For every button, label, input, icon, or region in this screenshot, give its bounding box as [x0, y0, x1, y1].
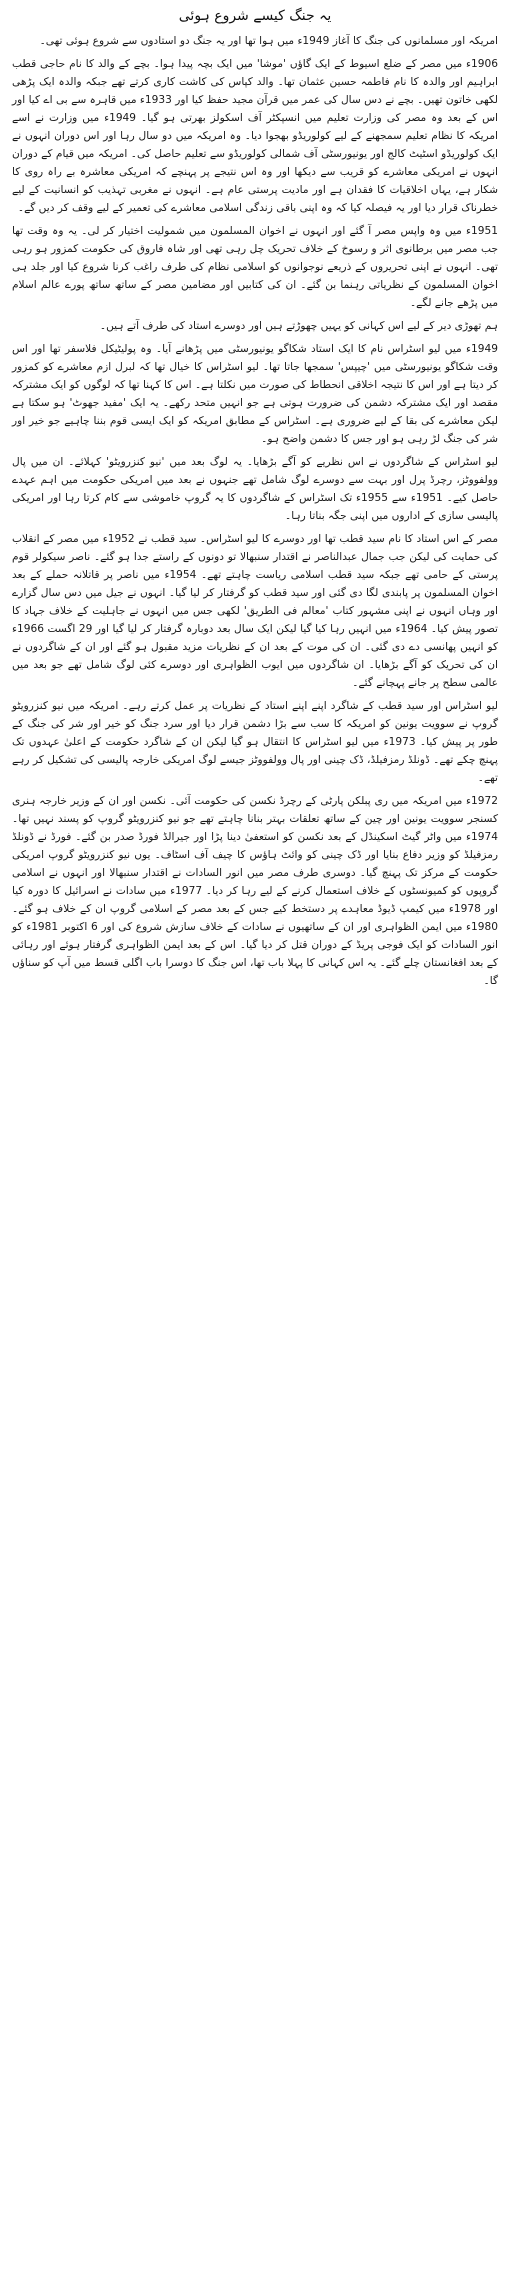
- article-headline: یہ جنگ کیسے شروع ہوئی: [178, 8, 332, 24]
- article-paragraph: مصر کے اس استاد کا نام سید قطب تھا اور دوسرے کا لیو اسٹراس۔ سید قطب نے 1952ء میں مصر کے انقلاب کی حمایت کی لیکن جب جمال عبدالناصر نے اقتدار سنبھالا تو دونوں کے راستے جدا ہو گئے۔ ناصر سیکولر قوم پرستی کے حامی تھے جبکہ سید قطب اسلامی ریاست چاہتے تھے۔ 1954ء میں ناصر پر قاتلانہ حملے کے بعد اخوان المسلمون پر پابندی لگا دی گئی اور سید قطب کو گرفتار کر لیا گیا۔ انہوں نے جیل میں دس سال گزارے اور وہاں انہوں نے اپنی مشہور کتاب 'معالم فی الطریق' لکھی جس میں انہوں نے جاہلیت کے خلاف جہاد کا تصور پیش کیا۔ 1964ء میں انہیں رہا کیا گیا لیکن ایک سال بعد دوبارہ گرفتار کر لیا گیا اور 29 اگست 1966ء کو انہیں پھانسی دے دی گئی۔ ان کی موت کے بعد ان کے نظریات مزید مقبول ہو گئے اور ان کے شاگردوں نے ان کی تحریک کو آگے بڑھایا۔ ان شاگردوں میں ایوب الظواہری اور دوسرے کئی لوگ شامل تھے جو بعد میں عالمی سطح پر جانے پہچانے گئے۔: [12, 533, 498, 689]
- article-paragraph: 1906ء میں مصر کے ضلع اسیوط کے ایک گاؤں 'موشا' میں ایک بچہ پیدا ہوا۔ بچے کے والد کا نام حاجی قطب ابراہیم اور والدہ کا نام فاطمہ حسین عثمان تھا۔ والد کپاس کی کاشت کاری کرتے تھے جبکہ والدہ ایک پڑھی لکھی خاتون تھیں۔ بچے نے دس سال کی عمر میں قرآن مجید حفظ کیا اور 1933ء میں قاہرہ سے بی اے کیا اور اس کے بعد وہ مصر کی وزارت تعلیم میں انسپکٹر آف اسکولز بھرتی ہو گیا۔ 1949ء میں وزارت نے اسے امریکہ کا نظام تعلیم سمجھنے کے لیے کولوریڈو بھجوا دیا۔ وہ امریکہ میں دو سال رہا اور اس دوران انہوں نے ایک کولوریڈو اسٹیٹ کالج اور یونیورسٹی آف شمالی کولوریڈو سے تعلیم حاصل کی۔ امریکہ میں قیام کے دوران انہوں نے امریکی معاشرے کو قریب سے دیکھا اور وہ اس نتیجے پر پہنچے کہ امریکی معاشرہ بے راہ روی کا شکار ہے، یہاں اخلاقیات کا فقدان ہے اور مادیت پرستی عام ہے۔ انہوں نے مغربی تہذیب کو انسانیت کے لیے خطرناک قرار دیا اور یہ فیصلہ کیا کہ وہ اپنی باقی زندگی اسلامی معاشرے کی تعمیر کے لیے وقف کر دیں گے۔: [12, 58, 498, 214]
- article-paragraph: لیو اسٹراس اور سید قطب کے شاگرد اپنے اپنے استاد کے نظریات پر عمل کرتے رہے۔ امریکہ میں نیو کنزرویٹو گروپ نے سوویت یونین کو امریکہ کا سب سے بڑا دشمن قرار دیا اور سرد جنگ کو خیر اور شر کی جنگ کے طور پر پیش کیا۔ 1973ء میں لیو اسٹراس کا انتقال ہو گیا لیکن ان کے شاگرد حکومت کے اعلیٰ عہدوں تک پہنچ چکے تھے۔ ڈونلڈ رمزفیلڈ، ڈک چینی اور پال وولفووٹز جیسے لوگ امریکی خارجہ پالیسی کی تشکیل کر رہے تھے۔: [12, 700, 498, 784]
- article-paragraph: ہم تھوڑی دیر کے لیے اس کہانی کو یہیں چھوڑتے ہیں اور دوسرے استاد کی طرف آتے ہیں۔: [99, 320, 498, 332]
- article-paragraph: لیو اسٹراس کے شاگردوں نے اس نظریے کو آگے بڑھایا۔ یہ لوگ بعد میں 'نیو کنزرویٹو' کہلائے۔ ان میں پال وولفووٹز، رچرڈ پرل اور بہت سے دوسرے لوگ شامل تھے جنہوں نے بعد میں امریکی حکومت میں اہم عہدے حاصل کیے۔ 1951ء سے 1955ء تک اسٹراس کے شاگردوں کا یہ گروپ خاموشی سے کام کرتا رہا اور امریکی پالیسی سازی کے اداروں میں اپنی جگہ بناتا رہا۔: [12, 456, 498, 522]
- article-paragraph: 1951ء میں وہ واپس مصر آ گئے اور انہوں نے اخوان المسلمون میں شمولیت اختیار کر لی۔ یہ وہ وقت تھا جب مصر میں برطانوی اثر و رسوخ کے خلاف تحریک چل رہی تھی اور شاہ فاروق کی حکومت کمزور ہو رہی تھی۔ انہوں نے اپنی تحریروں کے ذریعے نوجوانوں کو اسلامی نظام کی طرف راغب کرنا شروع کیا اور جلد ہی اخوان المسلمون کے نظریاتی رہنما بن گئے۔ ان کی کتابیں اور مضامین مصر کے ساتھ ساتھ پورے عالم اسلام میں پڑھے جانے لگے۔: [12, 225, 498, 309]
- article-paragraph: 1949ء میں لیو اسٹراس نام کا ایک استاد شکاگو یونیورسٹی میں پڑھانے آیا۔ وہ پولیٹیکل فلاسفر تھا اور اس وقت شکاگو یونیورسٹی میں 'چیپس' سمجھا جاتا تھا۔ لیو اسٹراس کا خیال تھا کہ لبرل ازم معاشرے کو کمزور کر دیتا ہے اور اس کا نتیجہ اخلاقی انحطاط کی صورت میں نکلتا ہے۔ اس کا کہنا تھا کہ لوگوں کو ایک مشترکہ مقصد اور ایک مشترکہ دشمن کی ضرورت ہوتی ہے جو انہیں متحد رکھے۔ یہ ایک 'مفید جھوٹ' ہو سکتا ہے لیکن معاشرے کی بقا کے لیے ضروری ہے۔ اسٹراس کے مطابق امریکہ کو ایک ایسی قوم بننا چاہیے جو خیر اور شر کی جنگ لڑ رہی ہو اور جس کا دشمن واضح ہو۔: [12, 343, 498, 445]
- article-paragraph: امریکہ اور مسلمانوں کی جنگ کا آغاز 1949ء میں ہوا تھا اور یہ جنگ دو استادوں سے شروع ہوئی تھی۔: [39, 35, 498, 47]
- article-paragraph: 1972ء میں امریکہ میں ری پبلکن پارٹی کے رچرڈ نکسن کی حکومت آئی۔ نکسن اور ان کے وزیر خارجہ ہنری کسنجر سوویت یونین اور چین کے ساتھ تعلقات بہتر بنانا چاہتے تھے جو نیو کنزرویٹو گروپ کو پسند نہیں تھا۔ 1974ء میں واٹر گیٹ اسکینڈل کے بعد نکسن کو استعفیٰ دینا پڑا اور جیرالڈ فورڈ صدر بن گئے۔ فورڈ نے ڈونلڈ رمزفیلڈ کو وزیر دفاع بنایا اور ڈک چینی کو وائٹ ہاؤس کا چیف آف اسٹاف۔ یوں نیو کنزرویٹو گروپ امریکی حکومت کے مرکز تک پہنچ گیا۔ دوسری طرف مصر میں انور السادات نے اقتدار سنبھالا اور انہوں نے اسلامی گروپوں کو کمیونسٹوں کے خلاف استعمال کرنے کے لیے رہا کر دیا۔ 1977ء میں سادات نے اسرائیل کا دورہ کیا اور 1978ء میں کیمپ ڈیوڈ معاہدے پر دستخط کیے جس کے بعد مصر کے اسلامی گروپ ان کے خلاف ہو گئے۔ 1980ء میں ایمن الظواہری اور ان کے ساتھیوں نے سادات کے خلاف سازش شروع کی اور 6 اکتوبر 1981ء کو انور السادات کو ایک فوجی پریڈ کے دوران قتل کر دیا گیا۔ اس کے بعد ایمن الظواہری گرفتار ہوئے اور رہائی کے بعد افغانستان چلے گئے۔ یہ اس کہانی کا پہلا باب تھا، اس جنگ کا دوسرا باب اگلی قسط میں آپ کو سناؤں گا۔: [12, 795, 499, 987]
